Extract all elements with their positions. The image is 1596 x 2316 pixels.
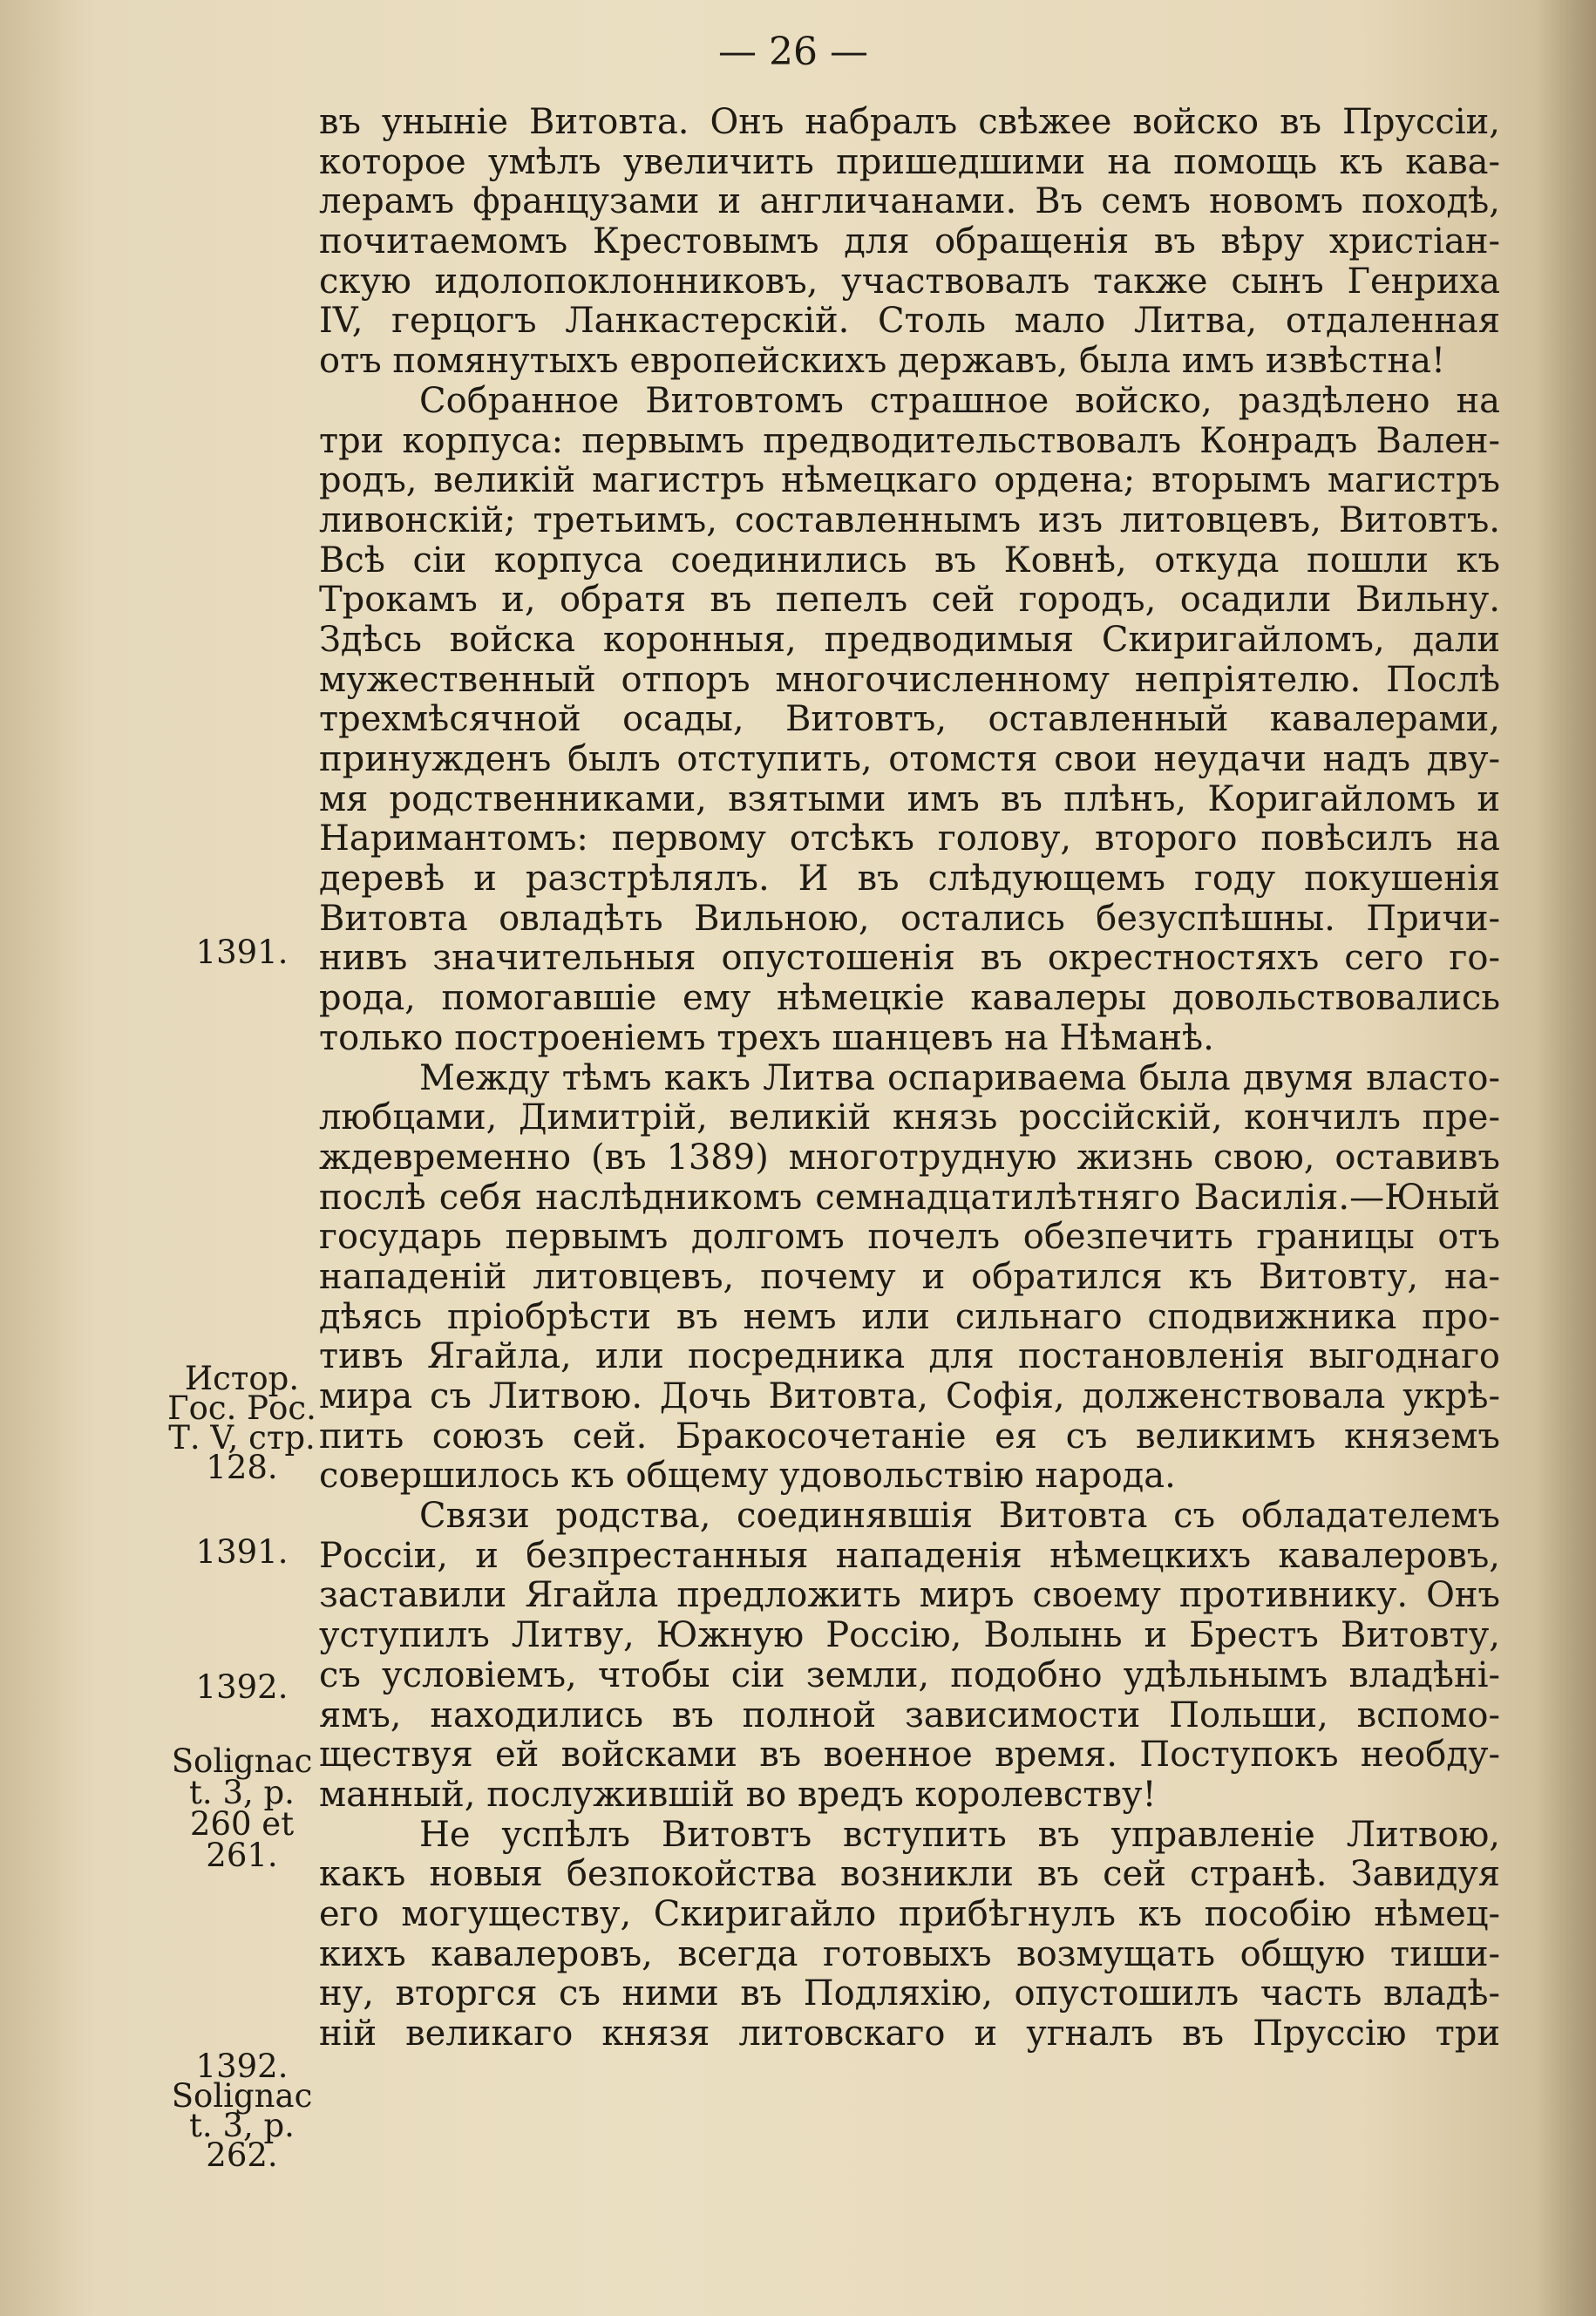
text-line: послѣ себя наслѣдникомъ семнадцатилѣтняго Василія.—Юный <box>319 1177 1500 1218</box>
text-line: дѣясь пріобрѣсти въ немъ или сильнаго сподвижника про- <box>319 1296 1500 1337</box>
text-line: ждевременно (въ 1389) многотрудную жизнь свою, оставивъ <box>319 1137 1500 1178</box>
text-line: родъ, великій магистръ нѣмецкаго ордена; вторымъ магистръ <box>319 460 1500 501</box>
text-line: отъ помянутыхъ европейскихъ державъ, была имъ извѣстна! <box>319 341 1446 382</box>
margin-note-year-1392 <box>157 1668 327 1706</box>
text-line: Россіи, и безпрестанныя нападенія нѣмецкихъ кавалеровъ, <box>319 1535 1500 1576</box>
text-line: которое умѣлъ увеличить пришедшими на помощь къ кава- <box>319 141 1500 182</box>
text-line: ну, вторгся съ ними въ Подляхію, опустошилъ часть владѣ- <box>319 1973 1500 2014</box>
text-line: нападеній литовцевъ, почему и обратился къ Витовту, на- <box>319 1256 1500 1297</box>
text-line: лерамъ французами и англичанами. Въ семъ новомъ походѣ, <box>319 181 1500 222</box>
text-line: деревѣ и разстрѣлялъ. И въ слѣдующемъ году покушенія <box>319 859 1500 900</box>
text-line: какъ новыя безпокойства возникли въ сей странѣ. Завидуя <box>319 1854 1500 1895</box>
margin-note-line: 260 et <box>189 1805 295 1843</box>
text-line: ливонскій; третьимъ, составленнымъ изъ литовцевъ, Витовтъ. <box>319 499 1500 540</box>
text-line: Собранное Витовтомъ страшное войско, раздѣлено на <box>419 380 1500 421</box>
body-text <box>319 103 1500 2055</box>
text-line: совершилось къ общему удовольствію народа. <box>319 1456 1176 1497</box>
margin-note-line: 128. <box>206 1449 278 1486</box>
text-line: Здѣсь войска коронныя, предводимыя Скиригайломъ, дали <box>319 619 1500 660</box>
margin-note-line: Solignac <box>171 2077 313 2115</box>
text-line: IV, герцогъ Ланкастерскій. Столь мало Литва, отдаленная <box>319 301 1500 342</box>
text-line: манный, послужившій во вредъ королевству! <box>319 1774 1157 1815</box>
text-line: скую идолопоклонниковъ, участвовалъ также сынъ Генриха <box>319 261 1500 302</box>
margin-note-line: 1391. <box>195 1533 289 1571</box>
text-line: пить союзъ сей. Бракосочетаніе ея съ великимъ княземъ <box>319 1416 1500 1457</box>
text-line: только построеніемъ трехъ шанцевъ на Нѣманѣ. <box>319 1017 1214 1058</box>
margin-note-citation-solignac-262 <box>157 2048 327 2174</box>
text-line: мужественный отпоръ многочисленному непріятелю. Послѣ <box>319 659 1500 700</box>
margin-note-year-1391 <box>157 934 327 971</box>
margin-note-line: 262. <box>206 2136 278 2174</box>
text-line: тивъ Ягайла, или посредника для постановленія выгоднаго <box>319 1336 1500 1377</box>
text-line: нивъ значительныя опустошенія въ окрестностяхъ сего го- <box>319 938 1500 979</box>
text-line: уступилъ Литву, Южную Россію, Волынь и Брестъ Витовту, <box>319 1615 1500 1656</box>
margin-note-line: Solignac <box>171 1742 313 1780</box>
text-line: ній великаго князя литовскаго и угналъ въ Пруссію три <box>319 2014 1500 2054</box>
text-line: Наримантомъ: первому отсѣкъ голову, второго повѣсилъ на <box>319 818 1500 859</box>
text-line: Связи родства, соединявшія Витовта съ обладателемъ <box>419 1496 1500 1537</box>
margin-note-line: 1391. <box>195 934 289 971</box>
margin-note-line: Гос. Рос. <box>167 1389 316 1427</box>
text-line: кихъ кавалеровъ, всегда готовыхъ возмущать общую тиши- <box>319 1933 1500 1974</box>
text-line: Не успѣлъ Витовтъ вступить въ управленіе Литвою, <box>419 1814 1500 1855</box>
page-number: — 26 — <box>718 30 868 74</box>
text-line: Витовта овладѣть Вильною, остались безуспѣшны. Причи- <box>319 898 1500 939</box>
text-line: мира съ Литвою. Дочь Витовта, Софія, долженствовала укрѣ- <box>319 1376 1500 1416</box>
text-line: ществуя ей войсками въ военное время. Поступокъ необду- <box>319 1735 1500 1776</box>
text-line: государь первымъ долгомъ почелъ обезпечить границы отъ <box>319 1217 1500 1258</box>
text-line: почитаемомъ Крестовымъ для обращенія въ вѣру христіан- <box>319 221 1500 262</box>
margin-note-line: t. 3, p. <box>189 2107 295 2144</box>
text-line: мя родственниками, взятыми имъ въ плѣнъ, Коригайломъ и <box>319 778 1500 819</box>
margin-note-line: Истор. <box>184 1360 300 1397</box>
margin-note-line: t. 3, p. <box>189 1774 295 1811</box>
text-line: любцами, Димитрій, великій князь россійскій, кончилъ пре- <box>319 1097 1500 1138</box>
text-line: въ уныніе Витовта. Онъ набралъ свѣжее войско въ Пруссіи, <box>319 102 1500 142</box>
text-line: трехмѣсячной осады, Витовтъ, оставленный кавалерами, <box>319 699 1500 740</box>
margin-note-line: Т. V, стр. <box>168 1419 316 1457</box>
text-line: рода, помогавшіе ему нѣмецкіе кавалеры довольствовались <box>319 978 1500 1019</box>
text-line: принужденъ былъ отступить, отомстя свои неудачи надъ дву- <box>319 739 1500 779</box>
margin-note-line: 261. <box>206 1837 278 1874</box>
text-line: его могуществу, Скиригайло прибѣгнулъ къ пособію нѣмец- <box>319 1893 1500 1934</box>
margin-note-citation-istor-gos-ros <box>157 1360 327 1486</box>
margin-note-citation-solignac-260 <box>157 1742 327 1874</box>
margin-note-year-1391-second <box>157 1533 327 1571</box>
text-line: Трокамъ и, обратя въ пепелъ сей городъ, осадили Вильну. <box>319 580 1500 621</box>
text-line: заставили Ягайла предложить миръ своему противнику. Онъ <box>319 1575 1500 1616</box>
text-line: Между тѣмъ какъ Литва оспариваема была двумя власто- <box>419 1057 1500 1098</box>
text-line: съ условіемъ, чтобы сіи земли, подобно удѣльнымъ владѣні- <box>319 1654 1500 1695</box>
text-line: Всѣ сіи корпуса соединились въ Ковнѣ, откуда пошли къ <box>319 540 1500 581</box>
text-line: ямъ, находились въ полной зависимости Польши, вспомо- <box>319 1695 1500 1735</box>
text-line: три корпуса: первымъ предводительствовалъ Конрадъ Вален- <box>319 420 1500 461</box>
margin-note-line: 1392. <box>195 1668 289 1706</box>
margin-note-line: 1392. <box>195 2048 289 2085</box>
